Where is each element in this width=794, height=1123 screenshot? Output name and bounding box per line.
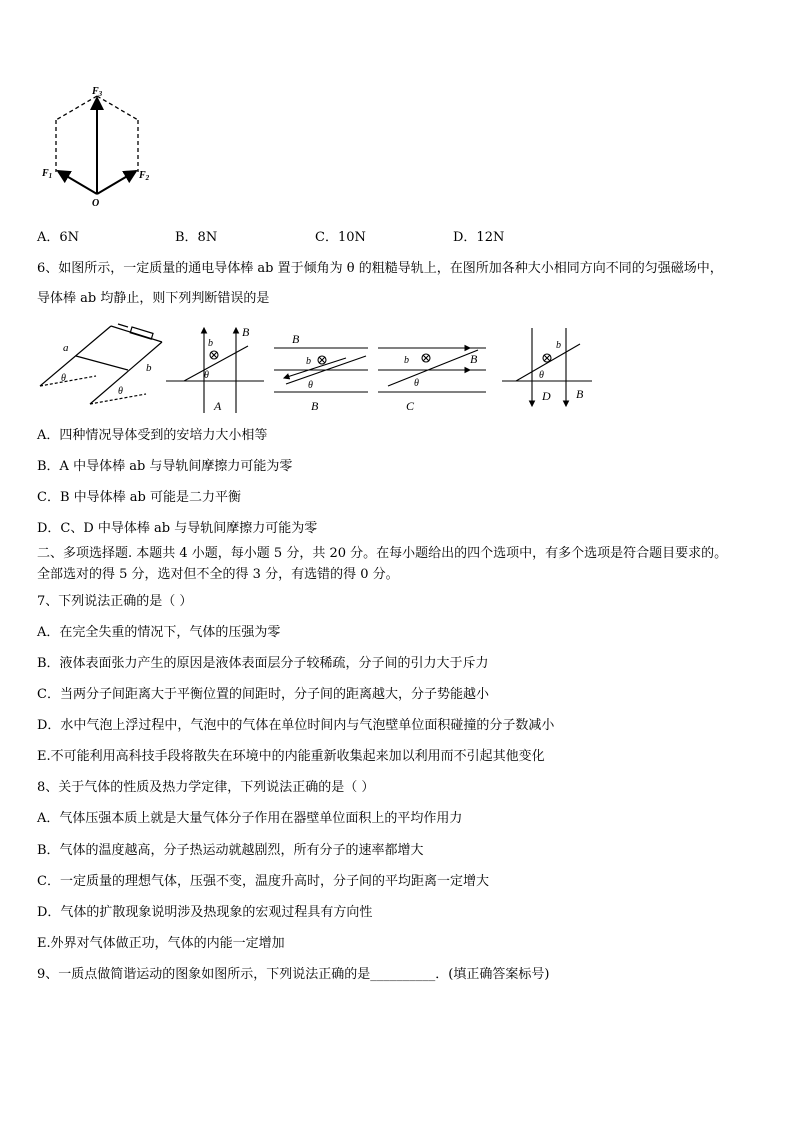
q8-stem: 8、关于气体的性质及热力学定律，下列说法正确的是（ ） <box>37 780 375 795</box>
force-arrow-f2 <box>97 171 136 194</box>
q7-option-b[interactable]: B．液体表面张力产生的原因是液体表面层分子较稀疏，分子间的引力大于斥力 <box>37 656 489 671</box>
fig-label-theta-2: θ <box>118 386 123 397</box>
fig-a-label-B: B <box>242 325 250 339</box>
q6-option-a[interactable]: A．四种情况导体受到的安培力大小相等 <box>37 428 268 443</box>
fig-a-label-theta: θ <box>204 370 209 381</box>
fig-d-label-b: b <box>556 340 561 351</box>
q7-option-c[interactable]: C．当两分子间距离大于平衡位置的间距时，分子间的距离越大，分子势能越小 <box>37 687 489 702</box>
fig-label-b: b <box>146 362 152 374</box>
q5-option-b[interactable]: B．8N <box>175 230 218 245</box>
fig-c-label-theta: θ <box>414 378 419 389</box>
label-f1: $F_1$ <box>42 168 53 180</box>
q9-stem: 9、一质点做简谐运动的图象如图所示，下列说法正确的是__________．(填正确答案标号) <box>37 967 550 982</box>
q6-option-c[interactable]: C．B 中导体棒 ab 可能是二力平衡 <box>37 490 241 505</box>
fig-b-label-theta: θ <box>308 380 313 391</box>
fig-d-caption: D <box>542 389 551 403</box>
q6-figures <box>36 318 596 418</box>
fig-c-label-b: b <box>404 355 409 366</box>
fig-d-label-B: B <box>576 387 584 401</box>
fig-label-theta-1: θ <box>61 373 66 384</box>
q6-option-b[interactable]: B．A 中导体棒 ab 与导轨间摩擦力可能为零 <box>37 459 293 474</box>
fig-a-label-b: b <box>208 338 213 349</box>
label-f2: $F_2$ <box>139 170 150 182</box>
figure-b <box>274 348 368 392</box>
q6-stem-line2: 导体棒 ab 均静止，则下列判断错误的是 <box>37 291 270 306</box>
q5-option-c[interactable]: C．10N <box>315 230 366 245</box>
q7-option-a[interactable]: A．在完全失重的情况下，气体的压强为零 <box>37 625 281 640</box>
q8-option-e[interactable]: E.外界对气体做正功，气体的内能一定增加 <box>37 936 285 951</box>
force-arrow-f1 <box>58 171 97 194</box>
q8-option-b[interactable]: B．气体的温度越高，分子热运动就越剧烈，所有分子的速率都增大 <box>37 843 424 858</box>
fig-b-label-B: B <box>292 332 300 346</box>
fig-label-a: a <box>63 342 69 354</box>
fig-c-label-B: B <box>470 352 478 366</box>
q5-option-d[interactable]: D．12N <box>453 230 505 245</box>
section2-line1: 二、多项选择题. 本题共 4 小题，每小题 5 分，共 20 分。在每小题给出的四个选项中，有多个选项是符合题目要求的。 <box>37 546 728 561</box>
q5-option-a[interactable]: A．6N <box>37 230 80 245</box>
q8-option-d[interactable]: D．气体的扩散现象说明涉及热现象的宏观过程具有方向性 <box>37 905 373 920</box>
force-diagram <box>36 84 166 210</box>
q6-option-d[interactable]: D．C、D 中导体棒 ab 与导轨间摩擦力可能为零 <box>37 521 318 536</box>
q8-option-c[interactable]: C．一定质量的理想气体，压强不变，温度升高时，分子间的平均距离一定增大 <box>37 874 489 889</box>
q7-stem: 7、下列说法正确的是（ ） <box>37 594 193 609</box>
fig-b-caption: B <box>311 399 319 413</box>
section2-line2: 全部选对的得 5 分，选对但不全的得 3 分，有选错的得 0 分。 <box>37 567 399 582</box>
label-origin: O <box>92 198 100 209</box>
q6-stem-line1: 6、如图所示，一定质量的通电导体棒 ab 置于倾角为 θ 的粗糙导轨上，在图所加各种大小相同方向不同的匀强磁场中， <box>37 261 723 276</box>
q8-option-a[interactable]: A．气体压强本质上就是大量气体分子作用在器壁单位面积上的平均作用力 <box>37 811 463 826</box>
q7-option-d[interactable]: D．水中气泡上浮过程中，气泡中的气体在单位时间内与气泡壁单位面积碰撞的分子数减小 <box>37 718 555 733</box>
fig-c-caption: C <box>406 399 415 413</box>
fig-b-label-b: b <box>306 356 311 367</box>
incline-perspective-figure <box>40 324 162 404</box>
fig-d-label-theta: θ <box>539 370 544 381</box>
q7-option-e[interactable]: E.不可能利用高科技手段将散失在环境中的内能重新收集起来加以利用而不引起其他变化 <box>37 749 545 764</box>
label-f3: $F_3$ <box>92 86 103 98</box>
fig-a-caption: A <box>214 399 222 413</box>
